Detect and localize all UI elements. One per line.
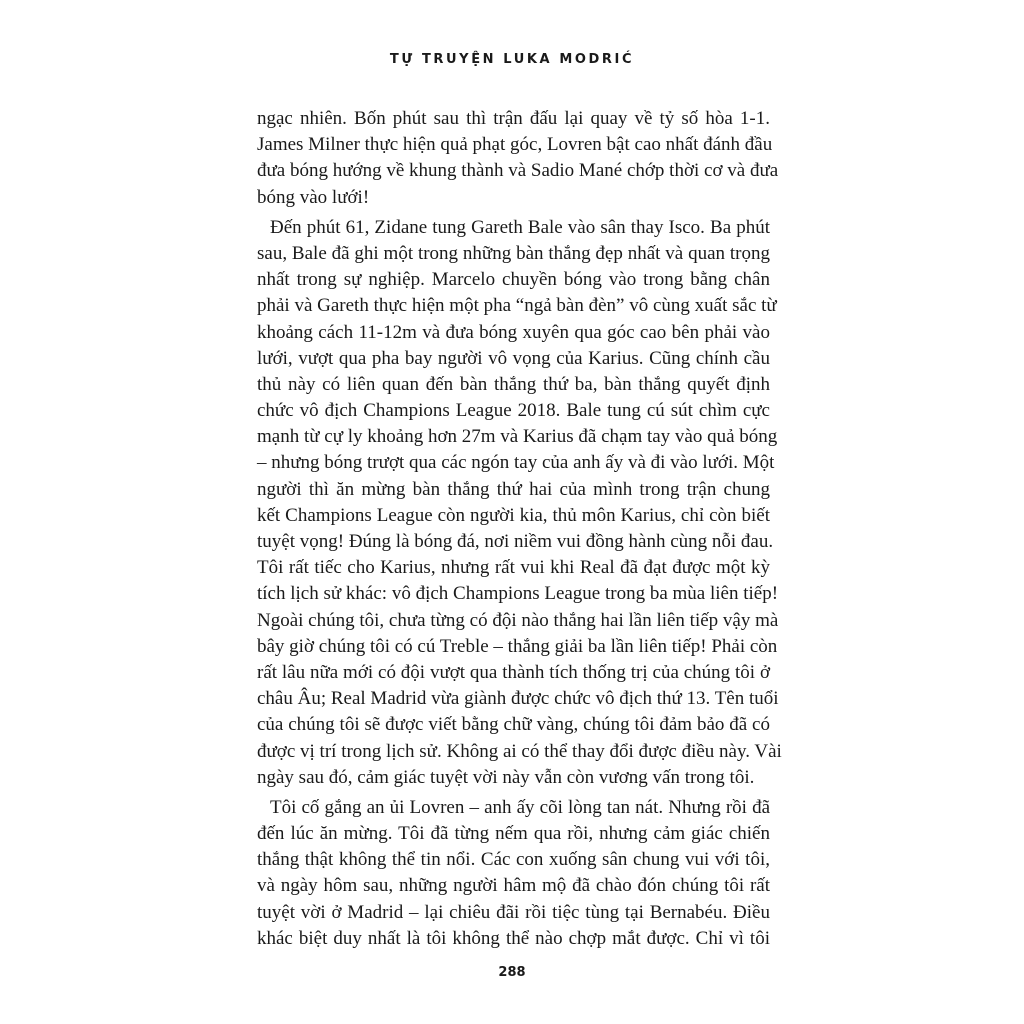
text-line: nhất trong sự nghiệp. Marcelo chuyền bóng vào trong bằng chân (257, 269, 770, 291)
text-line: James Milner thực hiện quả phạt góc, Lovren bật cao nhất đánh đầu (257, 134, 773, 156)
text-line: kết Champions League còn người kia, thủ môn Karius, chỉ còn biết (257, 504, 770, 526)
paragraph-2 (257, 215, 782, 791)
text-line: Tôi rất tiếc cho Karius, nhưng rất vui khi Real đã đạt được một kỳ (257, 557, 770, 579)
text-line: bóng vào lưới! (257, 186, 370, 208)
text-line: rất lâu nữa mới có đội vượt qua thành tích thống trị của chúng tôi ở (257, 661, 770, 683)
text-line: phải và Gareth thực hiện một pha “ngả bàn đèn” vô cùng xuất sắc từ (257, 295, 777, 317)
text-line: ngạc nhiên. Bốn phút sau thì trận đấu lại quay về tỷ số hòa 1-1. (257, 108, 770, 129)
text-line: Tôi cố gắng an ủi Lovren – anh ấy cõi lòng tan nát. Nhưng rồi đã (270, 796, 770, 818)
text-line: Ngoài chúng tôi, chưa từng có đội nào thắng hai lần liên tiếp vậy mà (257, 609, 779, 631)
text-line: khoảng cách 11-12m và đưa bóng xuyên qua góc cao bên phải vào (257, 321, 770, 343)
text-line: tuyệt vời ở Madrid – lại chiêu đãi rồi tiệc tùng tại Bernabéu. Điều (257, 901, 770, 923)
text-line: châu Âu; Real Madrid vừa giành được chức vô địch thứ 13. Tên tuổi (257, 688, 779, 710)
page-number: 288 (498, 965, 526, 980)
text-line: và ngày hôm sau, những người hâm mộ đã chào đón chúng tôi rất (257, 875, 770, 897)
text-line: tích lịch sử khác: vô địch Champions League trong ba mùa liên tiếp! (257, 583, 779, 605)
text-line: mạnh từ cự ly khoảng hơn 27m và Karius đã chạm tay vào quả bóng (257, 426, 778, 448)
text-line: của chúng tôi sẽ được viết bằng chữ vàng, chúng tôi đảm bảo đã có (257, 714, 770, 736)
paragraph-1 (257, 106, 779, 211)
text-line: bây giờ chúng tôi có cú Treble – thắng giải ba lần liên tiếp! Phải còn (257, 635, 778, 657)
text-line: được vị trí trong lịch sử. Không ai có thể thay đổi được điều này. Vài (257, 740, 782, 762)
text-line: sau, Bale đã ghi một trong những bàn thắng đẹp nhất và quan trọng (257, 242, 770, 264)
text-line: chức vô địch Champions League 2018. Bale tung cú sút chìm cực (257, 400, 770, 422)
text-line: lưới, vượt qua pha bay người vô vọng của Karius. Cũng chính cầu (257, 347, 770, 369)
text-line: Đến phút 61, Zidane tung Gareth Bale vào sân thay Isco. Ba phút (270, 216, 770, 238)
running-head: TỰ TRUYỆN LUKA MODRIĆ (389, 52, 635, 67)
text-line: tuyệt vọng! Đúng là bóng đá, nơi niềm vui đồng hành cùng nỗi đau. (257, 531, 774, 552)
text-line: thắng thật không thể tin nổi. Các con xuống sân chung vui với tôi, (257, 849, 770, 871)
body-text (257, 106, 782, 952)
text-line: khác biệt duy nhất là tôi không thể nào chợp mắt được. Chỉ vì tôi (257, 927, 770, 949)
text-line: ngày sau đó, cảm giác tuyệt vời này vẫn còn vương vấn trong tôi. (257, 766, 755, 788)
text-line: người thì ăn mừng bàn thắng thứ hai của mình trong trận chung (257, 478, 770, 500)
text-line: thủ này có liên quan đến bàn thắng thứ ba, bàn thắng quyết định (257, 373, 770, 395)
paragraph-3 (257, 795, 770, 952)
text-line: – nhưng bóng trượt qua các ngón tay của anh ấy và đi vào lưới. Một (257, 452, 775, 474)
text-line: đến lúc ăn mừng. Tôi đã từng nếm qua rồi, nhưng cảm giác chiến (257, 823, 770, 845)
text-line: đưa bóng hướng về khung thành và Sadio Mané chớp thời cơ và đưa (257, 160, 779, 182)
